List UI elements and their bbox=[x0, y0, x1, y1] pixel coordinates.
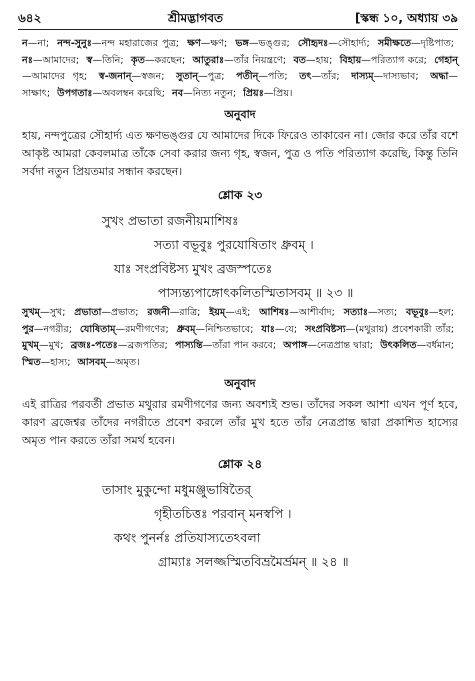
page-content bbox=[22, 36, 458, 574]
sanskrit-word: অদ্ধা bbox=[430, 71, 449, 82]
translation-paragraph: এই রাত্রির পরবর্তী প্রভাত মথুরার রমণীগণের জন্য অবশ্যই শুভ। তাঁদের সকল আশা এখন পূর্ণ হবে, কারণ ব্রজেশ্বর তাঁদের নগরীতে প্রবেশ করলে তাঁর মুখ হতে তাঁর নেত্রপ্রান্ত দ্বারা প্রকাশিত হাস্যের অমৃত পান করতে তাঁরা সমর্থ হবেন। bbox=[22, 398, 458, 447]
sanskrit-word: আতুরাঃ bbox=[192, 54, 225, 66]
word-meaning-term: বিহায়—পরিত্যাগ করে; bbox=[339, 54, 427, 66]
word-meaning-block bbox=[22, 305, 458, 371]
sanskrit-word: আশিষঃ bbox=[259, 307, 290, 318]
word-meaning-term: আশিষঃ—আশীর্বাদ; bbox=[259, 307, 335, 318]
word-meaning-term: নন্দ-সুনুঃ—নন্দ মহারাজের পুত্র; bbox=[57, 38, 179, 49]
word-meaning-term: বত—হায়; bbox=[293, 54, 333, 66]
word-gloss: হল bbox=[438, 307, 451, 318]
sanskrit-word: বত bbox=[293, 54, 306, 66]
sanskrit-word: স্ব bbox=[86, 54, 93, 66]
word-gloss: এই bbox=[234, 307, 248, 318]
word-meaning-term: দাস্যম্—দাস্যভাব; bbox=[351, 71, 419, 82]
word-gloss: (মথুরায়) প্রবেশকারী তাঁর bbox=[355, 323, 451, 335]
sanskrit-word: সংপ্রবিষ্টস্য bbox=[305, 323, 346, 335]
sanskrit-word: পাস্যন্তি bbox=[174, 340, 203, 351]
word-gloss: ক্ষণ bbox=[210, 38, 224, 49]
word-gloss: পতি bbox=[267, 71, 285, 82]
sanskrit-word: সুতান্ bbox=[176, 71, 199, 82]
translation-heading: অনুবাদ bbox=[224, 108, 256, 121]
word-gloss: যে bbox=[284, 323, 294, 335]
word-gloss: প্রিয় bbox=[273, 87, 289, 99]
sanskrit-word: সত্যাঃ bbox=[343, 307, 368, 318]
sanskrit-word: দাস্যম্ bbox=[351, 71, 374, 82]
sanskrit-word: গেহান্ bbox=[434, 54, 459, 66]
sanskrit-word: ক্ষণ bbox=[187, 38, 201, 49]
word-meaning-term: প্রভাতা—প্রভাত; bbox=[74, 307, 139, 318]
book-title: শ্রীমদ্ভাগবত bbox=[168, 11, 224, 25]
sanskrit-word: ন bbox=[22, 38, 28, 49]
word-meaning-term: ন—না; bbox=[22, 38, 50, 49]
word-gloss: স্বজন bbox=[141, 71, 162, 82]
word-meaning-term: স্ব-জনান্—স্বজন; bbox=[98, 71, 165, 82]
word-meaning-term: ধ্রুবম্—নিশ্চিতভাবে; bbox=[176, 323, 254, 335]
verse-line: যাঃ সংপ্রবিষ্টস্য মুখং ব্রজস্পতেঃ bbox=[114, 261, 273, 276]
word-gloss: আশীর্বাদ bbox=[298, 307, 332, 318]
verse-line: গ্রাম্যাঃ সলজ্জস্মিতবিভ্রমৈর্ভ্রমন্ ॥ ২৪ ॥ bbox=[158, 554, 349, 569]
word-gloss: তিনি bbox=[101, 54, 121, 66]
word-gloss: নন্দ মহারাজের পুত্র bbox=[101, 38, 176, 49]
word-meaning-term: ভঙ্গ—ভঙ্গুর; bbox=[235, 38, 290, 49]
word-meaning-term: পাস্যন্তি—তাঁরা পান করবে; bbox=[174, 340, 277, 351]
word-gloss: মুখ bbox=[48, 340, 61, 351]
verse-line: সত্যা বভূবুঃ পুরযোষিতাং ধ্রুবম্ । bbox=[154, 237, 314, 252]
word-gloss: তাঁর bbox=[321, 71, 337, 82]
word-meaning-term: গেহান্—আমাদের গৃহ; bbox=[22, 54, 459, 82]
word-meaning-term: তৎ—তাঁর; bbox=[299, 71, 340, 82]
sanskrit-word: বভূবুঃ bbox=[405, 307, 429, 318]
word-gloss: ব্রজপতির bbox=[127, 340, 165, 351]
shloka-heading: শ্লোক ২৩ bbox=[217, 188, 263, 202]
word-meaning-term: ব্রজঃ-পতেঃ—ব্রজপতির; bbox=[70, 340, 168, 351]
word-gloss: দৃষ্টিপাত bbox=[420, 38, 451, 49]
word-gloss: নিশ্চিতভাবে bbox=[205, 323, 251, 335]
word-meaning-term: সৌহৃদঃ—সৌহার্দ্য; bbox=[297, 38, 370, 49]
word-gloss: নেত্রপ্রান্ত দ্বারা bbox=[316, 340, 370, 351]
word-gloss: সত্য bbox=[377, 307, 394, 318]
word-gloss: নিত্য নতুন bbox=[192, 87, 233, 99]
word-gloss: তাঁরা পান করবে bbox=[212, 340, 273, 351]
word-gloss: আমাদের bbox=[42, 54, 76, 66]
verse-line: তাসাং মুকুন্দো মধুমঞ্জুভাষিতৈর্ bbox=[102, 482, 252, 497]
page-number: ৬৪২ bbox=[18, 11, 42, 25]
word-meaning-term: অদ্ধা—সাক্ষাৎ; bbox=[22, 71, 458, 99]
verse-block bbox=[22, 478, 458, 574]
word-gloss: হাস্য bbox=[50, 356, 68, 368]
word-gloss: সুখ bbox=[49, 307, 63, 318]
translation-heading: অনুবাদ bbox=[224, 377, 256, 390]
word-meaning-term: কৃত—করছেন; bbox=[131, 54, 186, 66]
sanskrit-word: তৎ bbox=[299, 71, 312, 82]
sanskrit-word: ধ্রুবম্ bbox=[176, 323, 196, 335]
word-meaning-term: আসবম্—অমৃত। bbox=[77, 356, 140, 368]
word-meaning-term: বভূবুঃ—হল; bbox=[405, 307, 454, 318]
sanskrit-word: সমীক্ষতে bbox=[377, 38, 412, 49]
word-gloss: পুত্র bbox=[207, 71, 222, 82]
sanskrit-word: নব bbox=[172, 87, 184, 99]
sanskrit-word: যাঃ bbox=[261, 323, 275, 335]
word-meaning-term: প্রিয়ঃ—প্রিয়। bbox=[243, 87, 293, 99]
translation-paragraph: হায়, নন্দপুত্রের সৌহার্দ্য এত ক্ষণভঙ্গুর যে আমাদের দিকে ফিরেও তাকাবেন না। জোর করে তাঁর বশে আকৃষ্ট আমরা কেবলমাত্র তাঁকে সেবা করার জন্য গৃহ, স্বজন, পুত্র ও পতি পরিত্যাগ করেছি, কিন্তু তিনি সর্বদা নতুন প্রিয়তমার সন্ধান করছেন। bbox=[22, 129, 458, 178]
page-header bbox=[18, 10, 458, 28]
word-meaning-term: নঃ—আমাদের; bbox=[22, 54, 80, 66]
word-gloss: নগরীর bbox=[43, 323, 69, 335]
word-gloss: তাঁর নিয়ন্ত্রণে bbox=[233, 54, 283, 66]
sanskrit-word: পুর bbox=[22, 323, 34, 335]
word-meaning-term: স্মিত—হাস্য; bbox=[22, 356, 71, 368]
sanskrit-word: অপাঙ্গ bbox=[283, 340, 308, 351]
word-meaning-term: উৎকলিত—বর্ধমান; bbox=[380, 340, 454, 351]
sanskrit-word: সৌহৃদঃ bbox=[297, 38, 329, 49]
sanskrit-word: সুখম্ bbox=[22, 307, 40, 318]
word-meaning-term: সুতান্—পুত্র; bbox=[176, 71, 225, 82]
word-meaning-term: সমীক্ষতে—দৃষ্টিপাত; bbox=[377, 38, 454, 49]
word-gloss: ভঙ্গুর bbox=[258, 38, 287, 49]
shloka-heading: শ্লোক ২৪ bbox=[217, 457, 263, 471]
word-meaning-term: অপাঙ্গ—নেত্রপ্রান্ত দ্বারা; bbox=[283, 340, 374, 351]
word-gloss: অমৃত bbox=[115, 356, 137, 368]
word-gloss: হায় bbox=[315, 54, 330, 66]
header-divider bbox=[18, 29, 458, 30]
verse-line: কথং পুনর্নঃ প্রতিযাস্যতেঽবলা bbox=[114, 530, 261, 545]
word-meaning-term: যাঃ—যে; bbox=[261, 323, 298, 335]
word-meaning-term: পতীন্—পতি; bbox=[236, 71, 288, 82]
word-gloss: রাত্রি bbox=[179, 307, 198, 318]
sanskrit-word: ভঙ্গ bbox=[235, 38, 249, 49]
sanskrit-word: পতীন্ bbox=[236, 71, 259, 82]
word-meaning-term: মুখম্—মুখ; bbox=[22, 340, 64, 351]
sanskrit-word: প্রিয়ঃ bbox=[243, 87, 264, 99]
chapter-reference: [স্কন্ধ ১০, অধ্যায় ৩৯ bbox=[354, 11, 458, 25]
verse-block bbox=[22, 209, 458, 305]
sanskrit-word: উপগতাঃ bbox=[57, 87, 93, 99]
word-meaning-term: যোষিতাম্—রমণীগণের; bbox=[79, 323, 169, 335]
sanskrit-word: উৎকলিত bbox=[380, 340, 417, 351]
verse-line: পাস্যন্ত্যপাঙ্গোৎকলিতস্মিতাসবম্ ॥ ২৩ ॥ bbox=[158, 285, 354, 300]
sanskrit-word: মুখম্ bbox=[22, 340, 39, 351]
word-meaning-term: সুখম্—সুখ; bbox=[22, 307, 66, 318]
word-meaning-block bbox=[22, 36, 458, 102]
verse-line: সুখং প্রভাতা রজনীয়মাশিষঃ bbox=[102, 213, 239, 228]
sanskrit-word: রজনী bbox=[147, 307, 170, 318]
sanskrit-word: স্মিত bbox=[22, 356, 41, 368]
word-meaning-term: ইয়ম্—এই; bbox=[209, 307, 251, 318]
sanskrit-word: বিহায় bbox=[339, 54, 362, 66]
sanskrit-word: নন্দ-সুনুঃ bbox=[57, 38, 92, 49]
word-meaning-term: পুর—নগরীর; bbox=[22, 323, 72, 335]
sanskrit-word: যোষিতাম্ bbox=[79, 323, 116, 335]
word-gloss: বর্ধমান bbox=[426, 340, 451, 351]
word-gloss: পরিত্যাগ করে bbox=[370, 54, 424, 66]
sanskrit-word: ব্রজঃ-পতেঃ bbox=[70, 340, 118, 351]
sanskrit-word: নঃ bbox=[22, 54, 33, 66]
sanskrit-word: কৃত bbox=[131, 54, 145, 66]
verse-line: গৃহীতচিত্তঃ পরবান্ মনস্বপি । bbox=[154, 506, 292, 521]
word-meaning-term: ক্ষণ—ক্ষণ; bbox=[187, 38, 228, 49]
word-gloss: দাস্যভাব bbox=[383, 71, 416, 82]
sanskrit-word: স্ব-জনান্ bbox=[98, 71, 132, 82]
word-gloss: অবলম্বন করেছি bbox=[102, 87, 162, 99]
sanskrit-word: ইয়ম্ bbox=[209, 307, 226, 318]
word-gloss: রমণীগণের bbox=[125, 323, 166, 335]
word-meaning-term: রজনী—রাত্রি; bbox=[147, 307, 201, 318]
word-meaning-term: উপগতাঃ—অবলম্বন করেছি; bbox=[57, 87, 165, 99]
word-meaning-term: সংপ্রবিষ্টস্য—(মথুরায়) প্রবেশকারী তাঁর; bbox=[305, 323, 454, 335]
sanskrit-word: প্রভাতা bbox=[74, 307, 102, 318]
word-meaning-term: নব—নিত্য নতুন; bbox=[172, 87, 237, 99]
word-gloss: আমাদের গৃহ bbox=[31, 71, 85, 82]
word-meaning-term: আতুরাঃ—তাঁর নিয়ন্ত্রণে; bbox=[192, 54, 287, 66]
sanskrit-word: আসবম্ bbox=[77, 356, 106, 368]
word-meaning-term: স্ব—তিনি; bbox=[86, 54, 124, 66]
word-gloss: সৌহার্দ্য bbox=[337, 38, 367, 49]
word-meaning-term: সত্যাঃ—সত্য; bbox=[343, 307, 398, 318]
word-gloss: সাক্ষাৎ bbox=[22, 87, 47, 99]
word-gloss: প্রভাত bbox=[110, 307, 136, 318]
word-gloss: করছেন bbox=[154, 54, 182, 66]
word-gloss: না bbox=[37, 38, 46, 49]
